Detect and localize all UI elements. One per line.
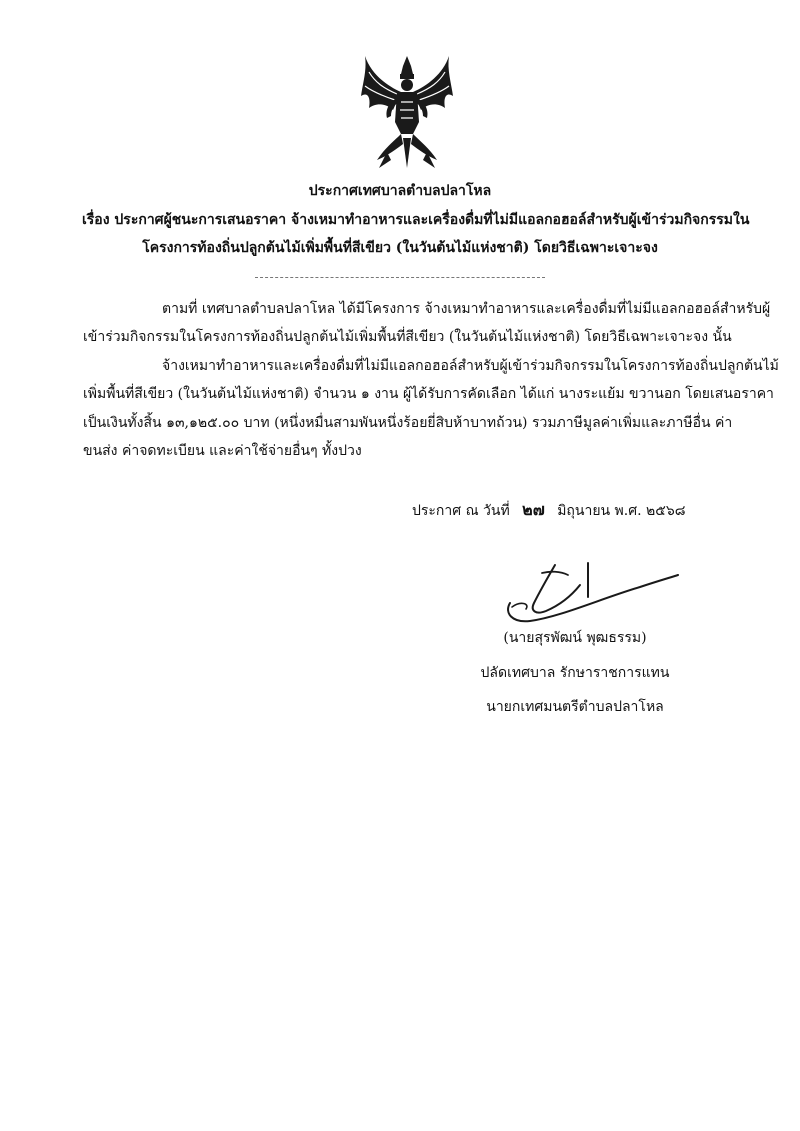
paragraph-1-line-2: เข้าร่วมกิจกรรมในโครงการท้องถิ่นปลูกต้นไม้เพิ่มพื้นที่สีเขียว (ในวันต้นไม้แห่งชาติ) โดยวิธีเฉพาะเจาะจง นั้น [83,329,732,345]
paragraph-2-line-1: จ้างเหมาทำอาหารและเครื่องดื่มที่ไม่มีแอลกอฮอล์สำหรับผู้เข้าร่วมกิจกรรมในโครงการท้องถิ่นปลูกต้นไม้ [162,358,779,374]
divider [255,277,545,278]
signatory-name: (นายสุรพัฒน์ พุฒธรรม) [503,630,647,646]
announcement-day: ๒๗ [522,500,545,519]
subject-line-1: เรื่อง ประกาศผู้ชนะการเสนอราคา จ้างเหมาทำอาหารและเครื่องดื่มที่ไม่มีแอลกอฮอล์สำหรับผู้เข้าร่วมกิจกรรมใน [82,212,750,228]
garuda-emblem-icon [357,52,457,172]
agency-title: ประกาศเทศบาลตำบลปลาโหล [308,183,492,199]
announcement-date [412,501,686,520]
announcement-prefix: ประกาศ ณ วันที่ [412,503,510,519]
signatory-position-2: นายกเทศมนตรีตำบลปลาโหล [486,699,664,715]
subject-line-2: โครงการท้องถิ่นปลูกต้นไม้เพิ่มพื้นที่สีเขียว (ในวันต้นไม้แห่งชาติ) โดยวิธีเฉพาะเจาะจง [142,240,658,256]
paragraph-2-line-2: เพิ่มพื้นที่สีเขียว (ในวันต้นไม้แห่งชาติ) จำนวน ๑ งาน ผู้ได้รับการคัดเลือก ได้แก่ นางระแย้ม ขวานอก โดยเสนอราคา [83,386,774,402]
signatory-position-1: ปลัดเทศบาล รักษาราชการแทน [480,665,670,681]
signature-image [490,555,680,630]
paragraph-2-line-3: เป็นเงินทั้งสิ้น ๑๓,๑๒๕.๐๐ บาท (หนึ่งหมื่นสามพันหนึ่งร้อยยี่สิบห้าบาทถ้วน) รวมภาษีมูลค่าเพิ่มและภาษีอื่น ค่า [83,415,733,431]
paragraph-1-line-1: ตามที่ เทศบาลตำบลปลาโหล ได้มีโครงการ จ้างเหมาทำอาหารและเครื่องดื่มที่ไม่มีแอลกอฮอล์สำหรับผู้ [162,301,771,317]
announcement-month-year: มิถุนายน พ.ศ. ๒๕๖๘ [557,503,686,519]
paragraph-2-line-4: ขนส่ง ค่าจดทะเบียน และค่าใช้จ่ายอื่นๆ ทั้งปวง [83,443,362,459]
